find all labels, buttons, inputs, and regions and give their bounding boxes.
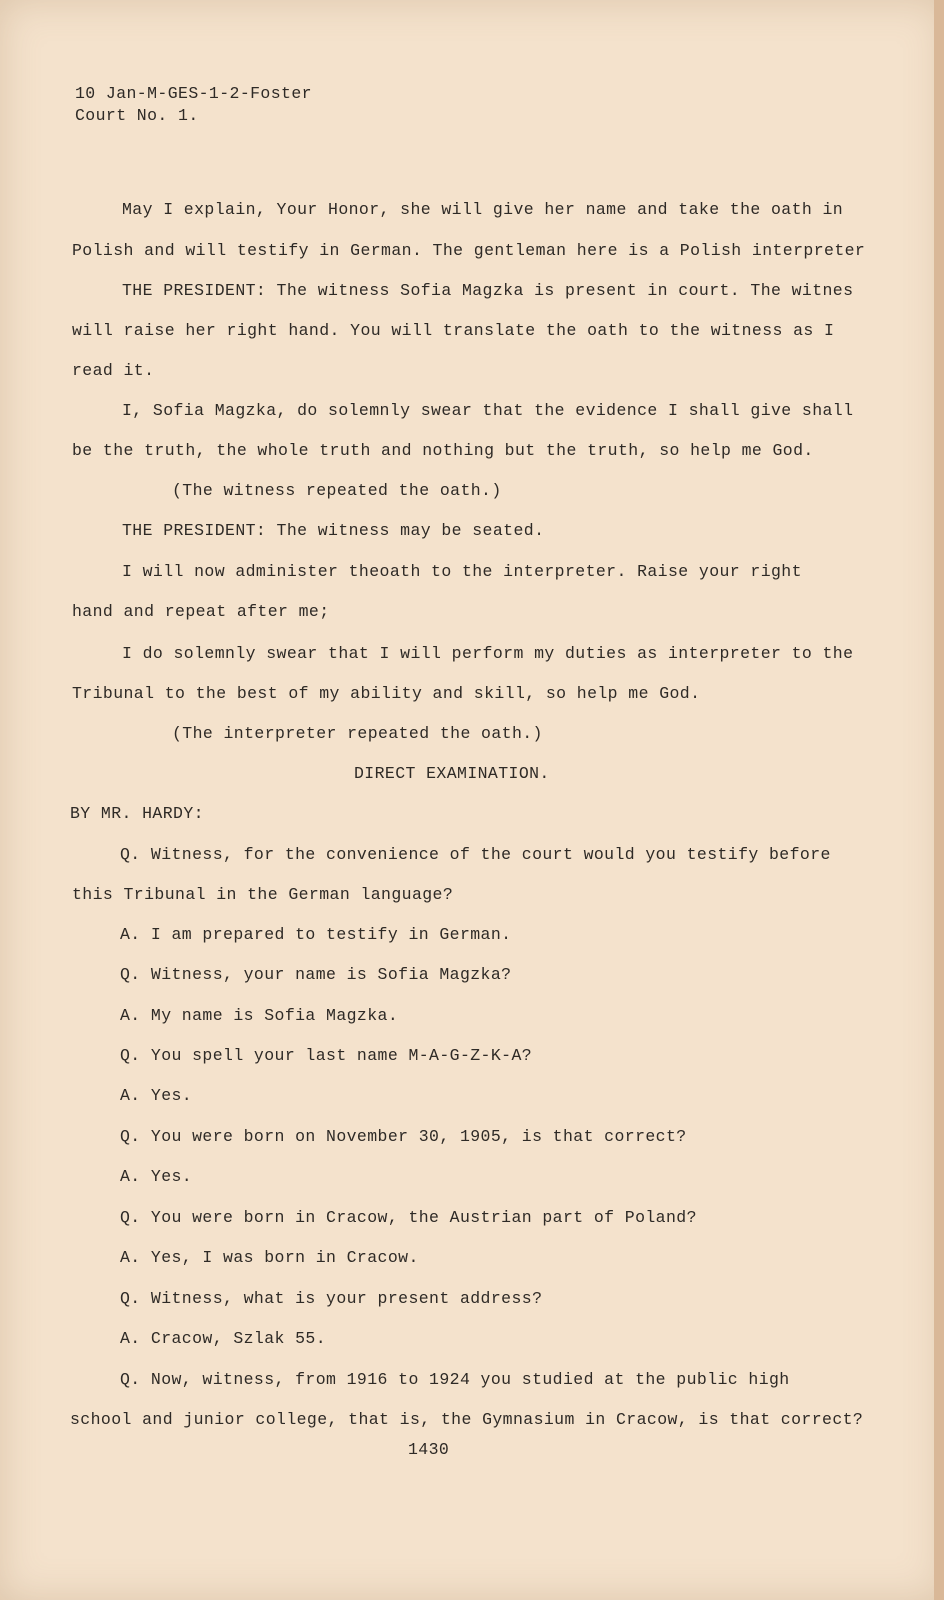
text-line: May I explain, Your Honor, she will give her name and take the oath in (122, 200, 844, 219)
text-line: BY MR. HARDY: (70, 804, 204, 823)
text-line: I, Sofia Magzka, do solemnly swear that the evidence I shall give shall (122, 401, 854, 420)
text-line: Polish and will testify in German. The gentleman here is a Polish interpreter (72, 241, 866, 260)
text-line: A. Cracow, Szlak 55. (120, 1329, 327, 1348)
text-line: Tribunal to the best of my ability and skill, so help me God. (72, 684, 701, 703)
header-court: Court No. 1. (75, 106, 199, 125)
text-line: Q. Now, witness, from 1916 to 1924 you studied at the public high (120, 1370, 790, 1389)
text-line: this Tribunal in the German language? (72, 885, 454, 904)
text-line: (The witness repeated the oath.) (172, 481, 502, 500)
text-line: Q. You spell your last name M-A-G-Z-K-A? (120, 1046, 533, 1065)
text-line: hand and repeat after me; (72, 602, 330, 621)
page-edge (934, 0, 944, 1600)
text-line: school and junior college, that is, the Gymnasium in Cracow, is that correct? (70, 1410, 864, 1429)
text-line: A. Yes. (120, 1086, 193, 1105)
section-heading: DIRECT EXAMINATION. (354, 764, 550, 783)
text-line: THE PRESIDENT: The witness Sofia Magzka is present in court. The witnes (122, 281, 854, 300)
text-line: (The interpreter repeated the oath.) (172, 724, 543, 743)
text-line: I will now administer theoath to the interpreter. Raise your right (122, 562, 802, 581)
text-line: read it. (72, 361, 155, 380)
text-line: Q. You were born on November 30, 1905, is that correct? (120, 1127, 687, 1146)
text-line: I do solemnly swear that I will perform my duties as interpreter to the (122, 644, 854, 663)
text-line: A. I am prepared to testify in German. (120, 925, 512, 944)
text-line: A. My name is Sofia Magzka. (120, 1006, 399, 1025)
text-line: Q. Witness, for the convenience of the court would you testify before (120, 845, 831, 864)
text-line: be the truth, the whole truth and nothing but the truth, so help me God. (72, 441, 814, 460)
text-line: Q. You were born in Cracow, the Austrian part of Poland? (120, 1208, 697, 1227)
header-reference: 10 Jan-M-GES-1-2-Foster (75, 84, 312, 103)
text-line: A. Yes. (120, 1167, 193, 1186)
text-line: Q. Witness, what is your present address? (120, 1289, 543, 1308)
page-number: 1430 (408, 1440, 450, 1459)
text-line: Q. Witness, your name is Sofia Magzka? (120, 965, 512, 984)
text-line: THE PRESIDENT: The witness may be seated. (122, 521, 545, 540)
text-line: will raise her right hand. You will translate the oath to the witness as I (72, 321, 835, 340)
text-line: A. Yes, I was born in Cracow. (120, 1248, 419, 1267)
